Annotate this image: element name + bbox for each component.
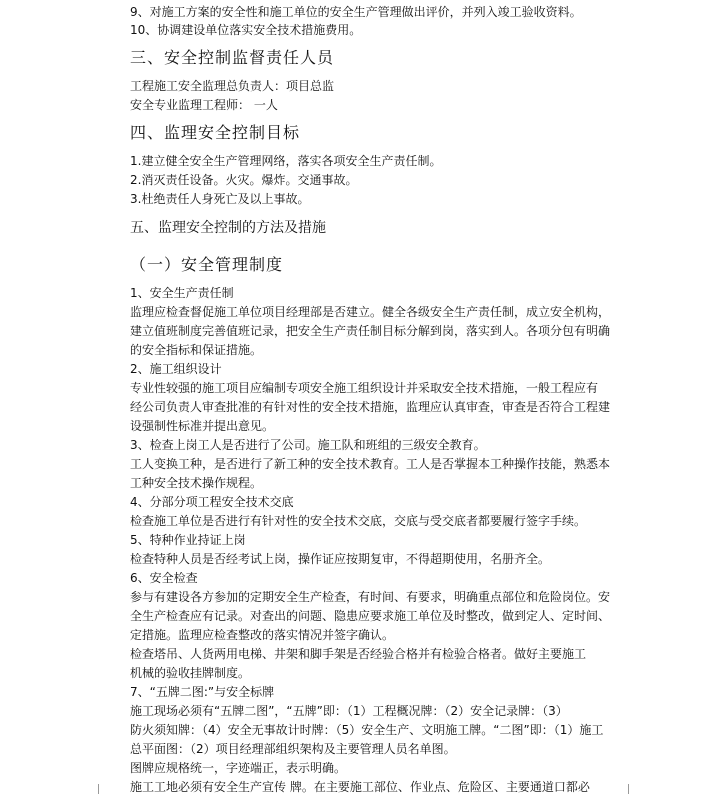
- subheading-7: 7、“五牌二图:”与安全标牌: [130, 685, 275, 699]
- safety-engineer-line: 安全专业监理工程师： 一人: [130, 98, 278, 112]
- paragraph-line: 总平面图：（2）项目经理部组织架构及主要管理人员名单图。: [130, 742, 456, 756]
- subsection-heading-1: （一）安全管理制度: [130, 255, 284, 274]
- item-10: 10、协调建设单位落实安全技术措施费用。: [130, 23, 362, 37]
- paragraph-line: 设强制性标准并提出意见。: [130, 419, 275, 433]
- paragraph-line: 检查特种人员是否经考试上岗，操作证应按期复审，不得超期使用，名册齐全。: [130, 552, 551, 566]
- paragraph-line: 施工现场必须有“五牌二图”，“五牌”即：（1）工程概况牌：（2）安全记录牌：（3）: [130, 704, 568, 718]
- chief-supervisor-line: 工程施工安全监理总负责人：项目总监: [130, 79, 335, 93]
- paragraph-line: 机械的验收挂牌制度。: [130, 666, 251, 680]
- section-heading-3: 三、安全控制监督责任人员: [130, 48, 335, 67]
- subheading-5: 5、特种作业持证上岗: [130, 533, 246, 547]
- paragraph-line: 参与有建设各方参加的定期安全生产检查，有时间、有要求，明确重点部位和危险岗位。安: [130, 590, 611, 604]
- paragraph-line: 定措施。监理应检查整改的落实情况并签字确认。: [130, 628, 395, 642]
- goal-3: 3.杜绝责任人身死亡及以上事故。: [130, 192, 310, 206]
- item-9: 9、对施工方案的安全性和施工单位的安全生产管理做出评价，并列入竣工验收资料。: [130, 5, 582, 19]
- page-corner-mark-left: [88, 784, 99, 794]
- section-heading-5: 五、监理安全控制的方法及措施: [130, 220, 326, 236]
- paragraph-line: 监理应检查督促施工单位项目经理部是否建立。健全各级安全生产责任制，成立安全机构，: [130, 305, 611, 319]
- paragraph-line: 的安全指标和保证措施。: [130, 343, 263, 357]
- subheading-2: 2、施工组织设计: [130, 362, 222, 376]
- subheading-1: 1、安全生产责任制: [130, 286, 234, 300]
- paragraph-line: 专业性较强的施工项目应编制专项安全施工组织设计并采取安全技术措施，一般工程应有: [130, 381, 599, 395]
- subheading-6: 6、安全检查: [130, 571, 198, 585]
- paragraph-line: 施工工地必须有安全生产宣传 牌。在主要施工部位、作业点、危险区、主要通道口都必: [130, 780, 590, 794]
- paragraph-line: 经公司负责人审查批准的有针对性的安全技术措施，监理应认真审查，审查是否符合工程建: [130, 400, 611, 414]
- subheading-4: 4、分部分项工程安全技术交底: [130, 495, 294, 509]
- page-corner-mark-right: [628, 784, 639, 794]
- paragraph-line: 工人变换工种，是否进行了新工种的安全技术教育。工人是否掌握本工种操作技能，熟悉本: [130, 457, 611, 471]
- paragraph-line: 防火须知牌：（4）安全无事故计时牌：（5）安全生产、文明施工牌。“二图”即：（1）施工: [130, 723, 604, 737]
- paragraph-line: 检查塔吊、人货两用电梯、井架和脚手架是否经验合格并有检验合格者。做好主要施工: [130, 647, 587, 661]
- paragraph-line: 检查施工单位是否进行有针对性的安全技术交底，交底与受交底者都要履行签字手续。: [130, 514, 587, 528]
- paragraph-line: 全生产检查应有记录。对查出的问题、隐患应要求施工单位及时整改，做到定人、定时间、: [130, 609, 611, 623]
- goal-1: 1.建立健全安全生产管理网络，落实各项安全生产责任制。: [130, 154, 442, 168]
- goal-2: 2.消灭责任设备。火灾。爆炸。交通事故。: [130, 173, 358, 187]
- subheading-3: 3、检查上岗工人是否进行了公司。施工队和班组的三级安全教育。: [130, 438, 486, 452]
- section-heading-4: 四、监理安全控制目标: [130, 123, 301, 142]
- paragraph-line: 工种安全技术操作规程。: [130, 476, 263, 490]
- paragraph-line: 图牌应规格统一，字迹端正，表示明确。: [130, 761, 347, 775]
- paragraph-line: 建立值班制度完善值班记录，把安全生产责任制目标分解到岗，落实到人。各项分包有明确: [130, 324, 611, 338]
